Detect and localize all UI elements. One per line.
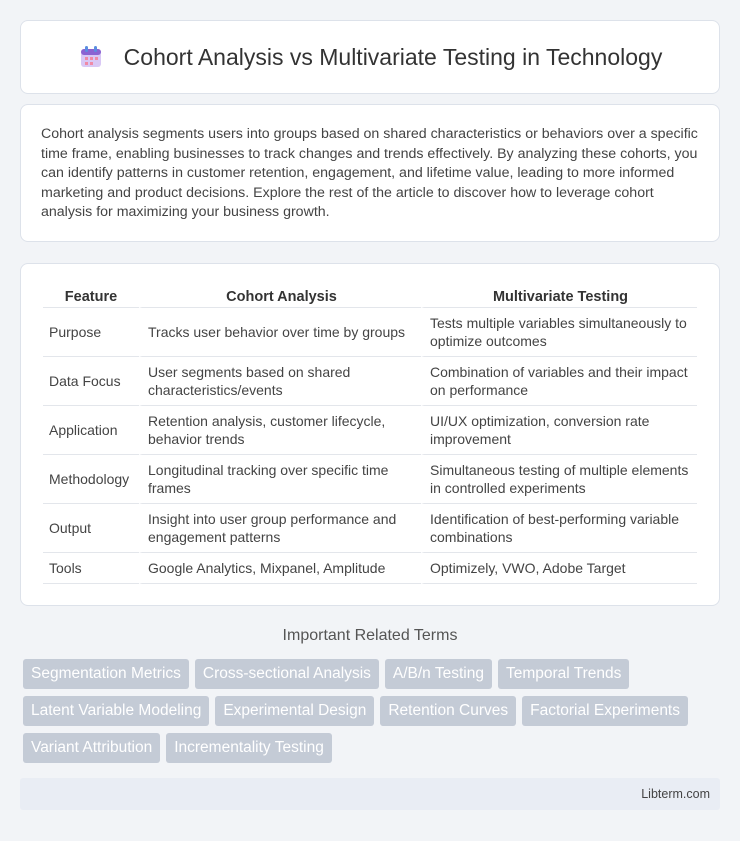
feature-cell: Output (43, 504, 139, 553)
cohort-cell: Retention analysis, customer lifecycle, behavior trends (139, 406, 421, 455)
related-terms-title: Important Related Terms (282, 627, 458, 644)
header-feature: Feature (43, 284, 139, 308)
feature-cell: Tools (43, 553, 139, 584)
table-row (43, 455, 697, 504)
table-row (43, 308, 697, 357)
intro-card (20, 104, 720, 242)
feature-cell: Purpose (43, 308, 139, 357)
footer-source-link[interactable]: Libterm.com (641, 787, 710, 801)
table-row (43, 357, 697, 406)
multivariate-cell: UI/UX optimization, conversion rate improvement (421, 406, 697, 455)
cohort-cell: User segments based on shared characteristics/events (139, 357, 421, 406)
comparison-table (43, 284, 697, 584)
feature-cell: Methodology (43, 455, 139, 504)
tag-factorial-experiments[interactable]: Factorial Experiments (522, 696, 688, 726)
intro-paragraph: Cohort analysis segments users into groups based on shared characteristics or behaviors over a specific time frame, enabling businesses to track changes and trends effectively. By analyzing these cohorts, you can identify patterns in customer retention, engagement, and lifetime value, leading to more informed marketing and product decisions. Explore the rest of the article to discover how to leverage cohort analysis for maximizing your business growth. (41, 126, 698, 220)
cohort-cell: Tracks user behavior over time by groups (139, 308, 421, 357)
tag-row (23, 696, 723, 726)
tag-retention-curves[interactable]: Retention Curves (380, 696, 516, 726)
multivariate-cell: Optimizely, VWO, Adobe Target (421, 553, 697, 584)
tag-abn-testing[interactable]: A/B/n Testing (385, 659, 492, 689)
tag-cross-sectional-analysis[interactable]: Cross-sectional Analysis (195, 659, 379, 689)
multivariate-cell: Identification of best-performing variable combinations (421, 504, 697, 553)
tag-segmentation-metrics[interactable]: Segmentation Metrics (23, 659, 189, 689)
cohort-cell: Google Analytics, Mixpanel, Amplitude (139, 553, 421, 584)
page-title: Cohort Analysis vs Multivariate Testing in Technology (123, 43, 663, 70)
feature-cell: Data Focus (43, 357, 139, 406)
tag-temporal-trends[interactable]: Temporal Trends (498, 659, 629, 689)
title-card (20, 20, 720, 94)
tag-incrementality-testing[interactable]: Incrementality Testing (166, 733, 332, 763)
table-row (43, 406, 697, 455)
multivariate-cell: Simultaneous testing of multiple elements in controlled experiments (421, 455, 697, 504)
related-terms-tags (23, 659, 723, 770)
table-row (43, 504, 697, 553)
tag-row (23, 733, 723, 763)
multivariate-cell: Combination of variables and their impact on performance (421, 357, 697, 406)
footer (20, 778, 720, 810)
header-multivariate-testing: Multivariate Testing (421, 284, 697, 308)
comparison-table-card (20, 263, 720, 606)
header-cohort-analysis: Cohort Analysis (139, 284, 421, 308)
table-header-row (43, 284, 697, 308)
cohort-cell: Longitudinal tracking over specific time frames (139, 455, 421, 504)
tag-experimental-design[interactable]: Experimental Design (215, 696, 374, 726)
calendar-icon (78, 44, 104, 70)
multivariate-cell: Tests multiple variables simultaneously to optimize outcomes (421, 308, 697, 357)
cohort-cell: Insight into user group performance and engagement patterns (139, 504, 421, 553)
tag-latent-variable-modeling[interactable]: Latent Variable Modeling (23, 696, 209, 726)
table-row (43, 553, 697, 584)
feature-cell: Application (43, 406, 139, 455)
tag-row (23, 659, 723, 689)
tag-variant-attribution[interactable]: Variant Attribution (23, 733, 160, 763)
